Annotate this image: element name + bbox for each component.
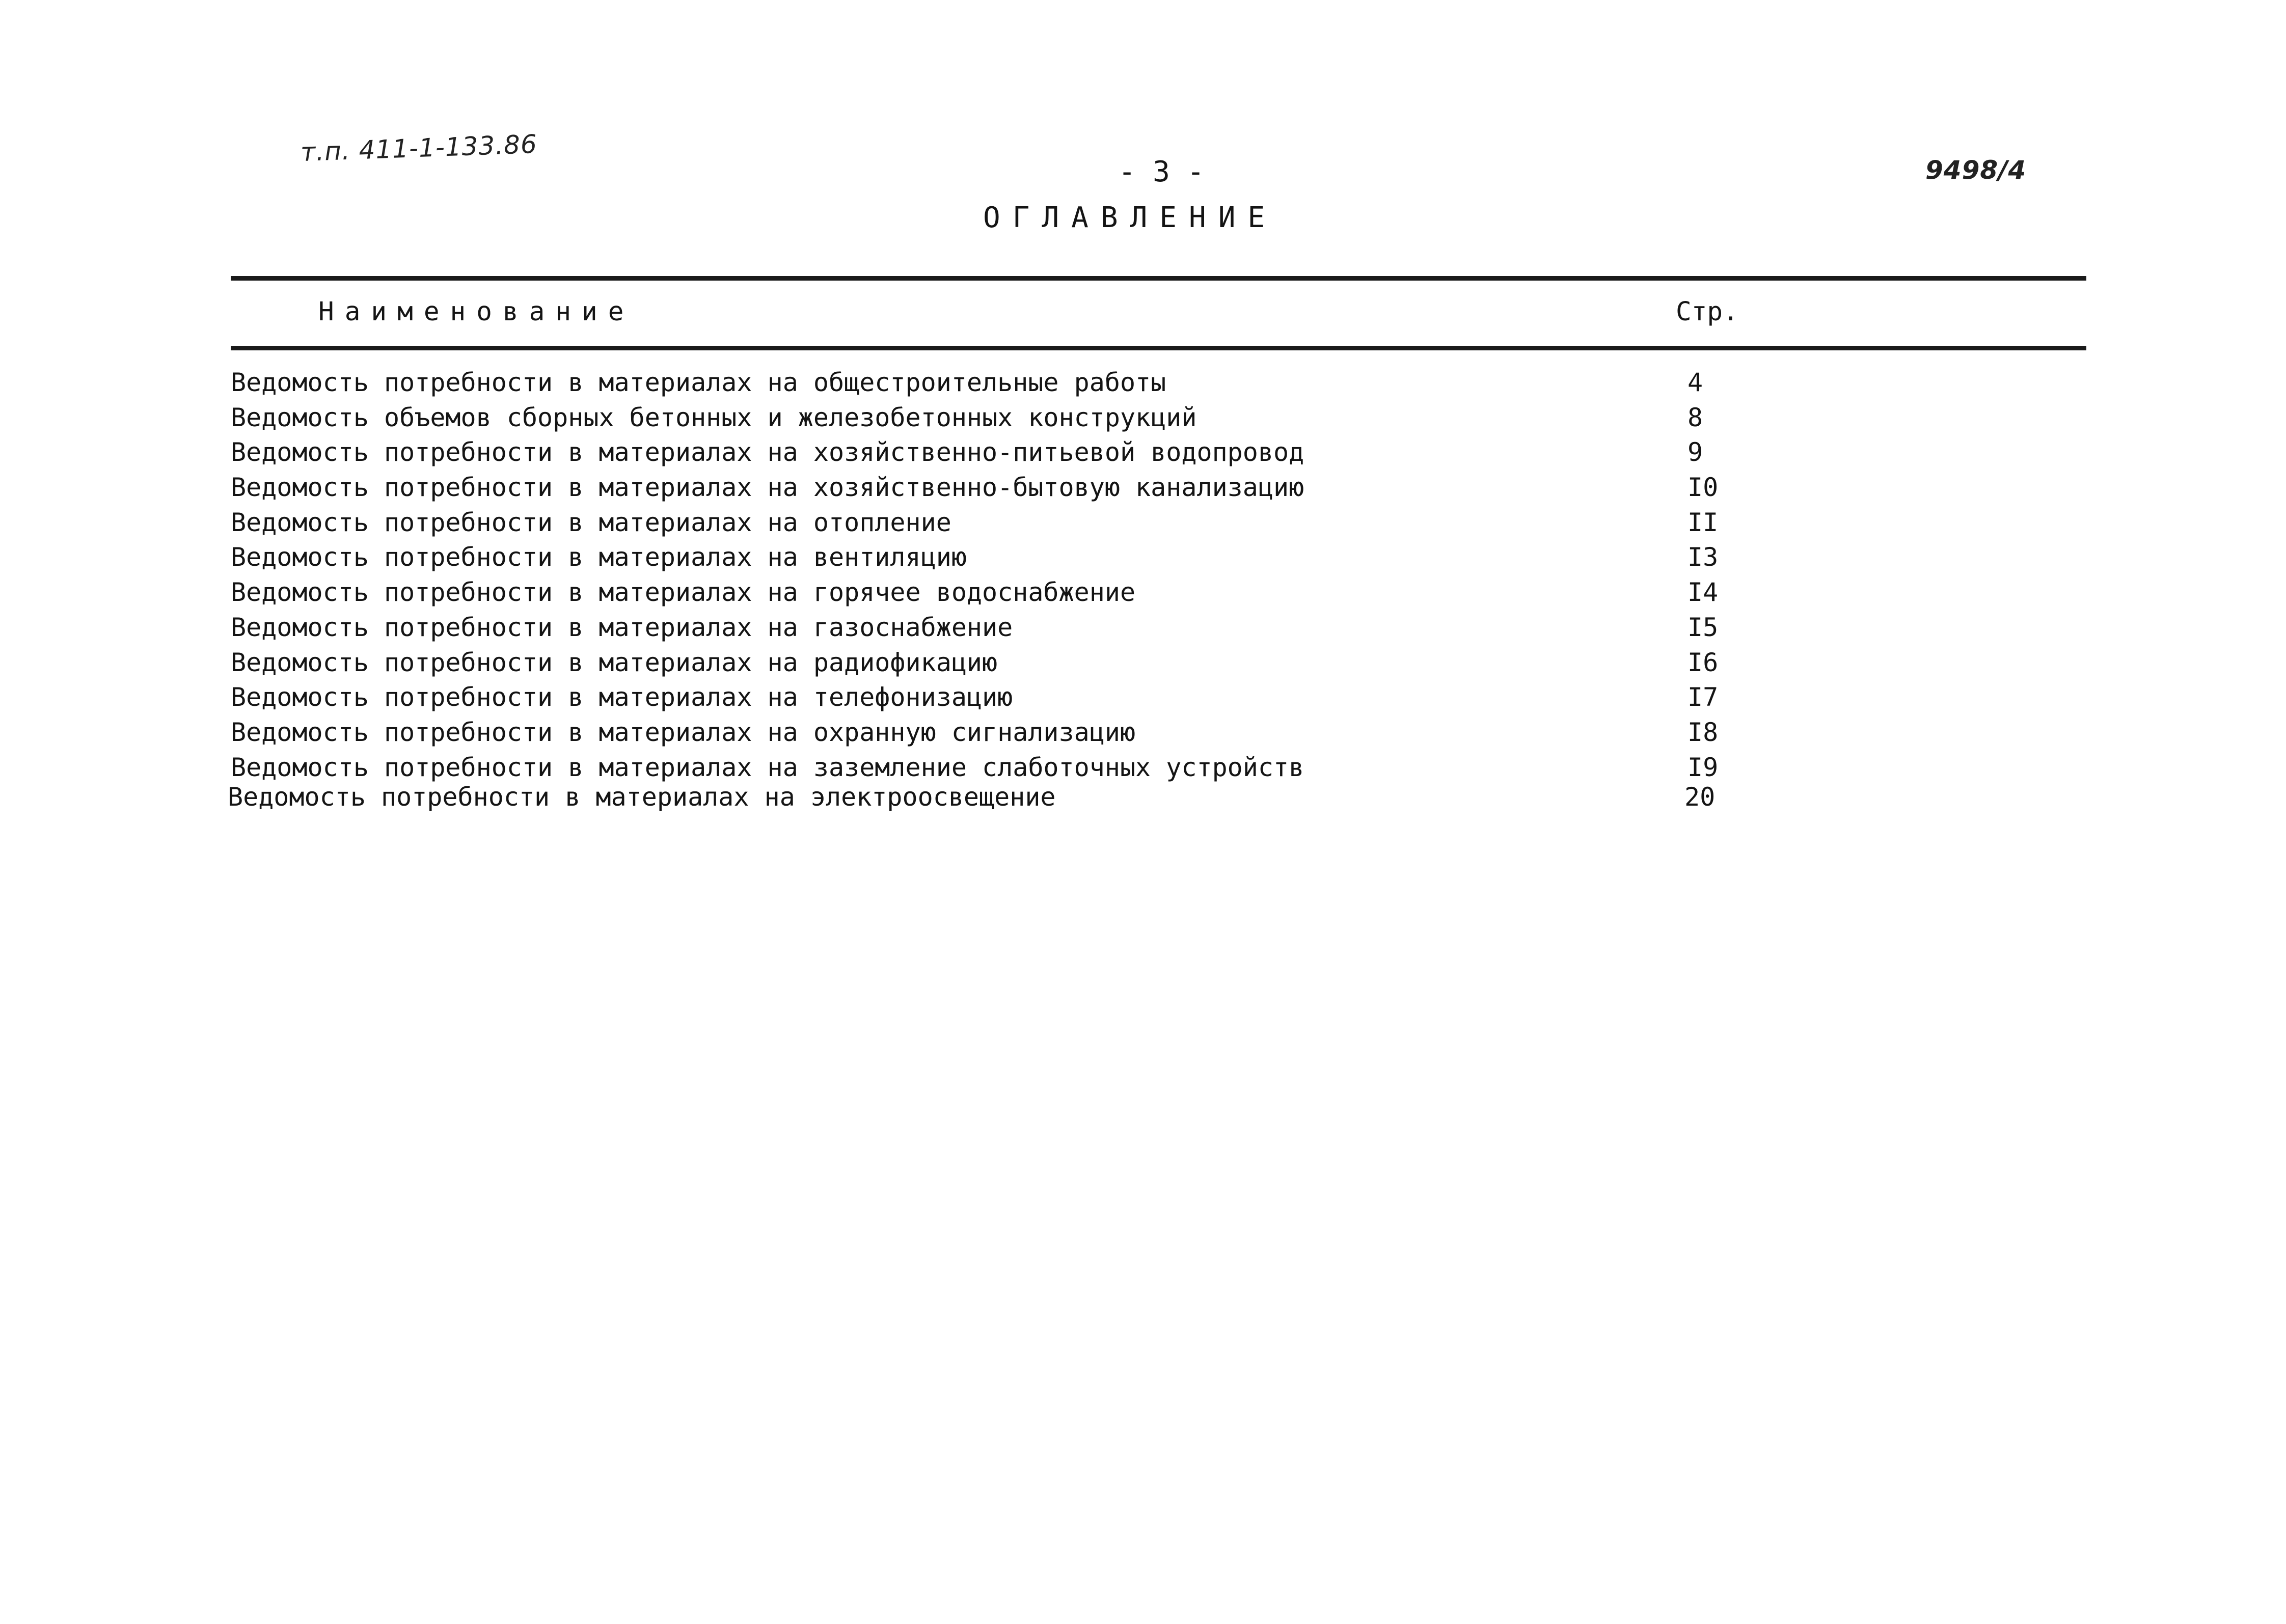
toc-item-name: Ведомость потребности в материалах на хозяйственно-бытовую канализацию <box>231 473 1304 503</box>
toc-item-page: 4 <box>1688 368 1703 397</box>
document-code: т.п. 411-1-133.86 <box>300 129 538 168</box>
toc-row <box>231 400 2086 435</box>
toc-item-name: Ведомость потребности в материалах на телефонизацию <box>231 682 1013 712</box>
inventory-number: 9498/4 <box>1925 155 2027 185</box>
toc-row <box>231 505 2086 540</box>
toc-item-page: 9 <box>1688 437 1703 467</box>
toc-row <box>231 435 2086 470</box>
toc-item-page: I0 <box>1688 473 1719 503</box>
toc-row <box>231 610 2086 645</box>
toc-item-name: Ведомость потребности в материалах на охранную сигнализацию <box>231 717 1136 747</box>
table-header-rule <box>231 346 2086 350</box>
page-number: - 3 - <box>1118 155 1205 188</box>
toc-item-name: Ведомость потребности в материалах на газоснабжение <box>231 612 1013 642</box>
toc-item-name: Ведомость объемов сборных бетонных и железобетонных конструкций <box>231 402 1197 432</box>
toc-row <box>231 365 2086 400</box>
toc-item-page: I6 <box>1688 647 1719 677</box>
toc-list <box>228 365 2086 815</box>
toc-item-page: 20 <box>1684 782 1716 812</box>
toc-row <box>231 470 2086 505</box>
toc-item-page: 8 <box>1688 402 1703 432</box>
toc-item-name: Ведомость потребности в материалах на электроосвещение <box>228 782 1056 812</box>
toc-item-page: I7 <box>1688 682 1719 712</box>
toc-item-name: Ведомость потребности в материалах на горячее водоснабжение <box>231 577 1136 608</box>
table-top-rule <box>231 276 2086 281</box>
toc-item-page: I9 <box>1688 752 1719 782</box>
toc-row <box>231 575 2086 610</box>
toc-title: ОГЛАВЛЕНИЕ <box>983 201 1277 234</box>
toc-item-page: I3 <box>1688 542 1719 572</box>
column-header-name: Наименование <box>318 297 635 327</box>
toc-row <box>228 780 2083 815</box>
toc-row <box>231 540 2086 575</box>
toc-item-page: II <box>1688 507 1719 537</box>
toc-item-name: Ведомость потребности в материалах на общестроительные работы <box>231 368 1166 397</box>
toc-row <box>231 680 2086 715</box>
toc-item-page: I8 <box>1688 717 1719 747</box>
toc-item-name: Ведомость потребности в материалах на хозяйственно-питьевой водопровод <box>231 437 1304 467</box>
toc-item-name: Ведомость потребности в материалах на радиофикацию <box>231 647 998 677</box>
toc-row <box>231 715 2086 750</box>
column-header-page: Стр. <box>1676 297 1738 327</box>
toc-item-page: I5 <box>1688 612 1719 642</box>
toc-item-name: Ведомость потребности в материалах на заземление слаботочных устройств <box>231 752 1304 782</box>
toc-row <box>231 645 2086 680</box>
toc-item-name: Ведомость потребности в материалах на отопление <box>231 507 951 537</box>
toc-item-page: I4 <box>1688 577 1719 608</box>
toc-item-name: Ведомость потребности в материалах на вентиляцию <box>231 542 967 572</box>
